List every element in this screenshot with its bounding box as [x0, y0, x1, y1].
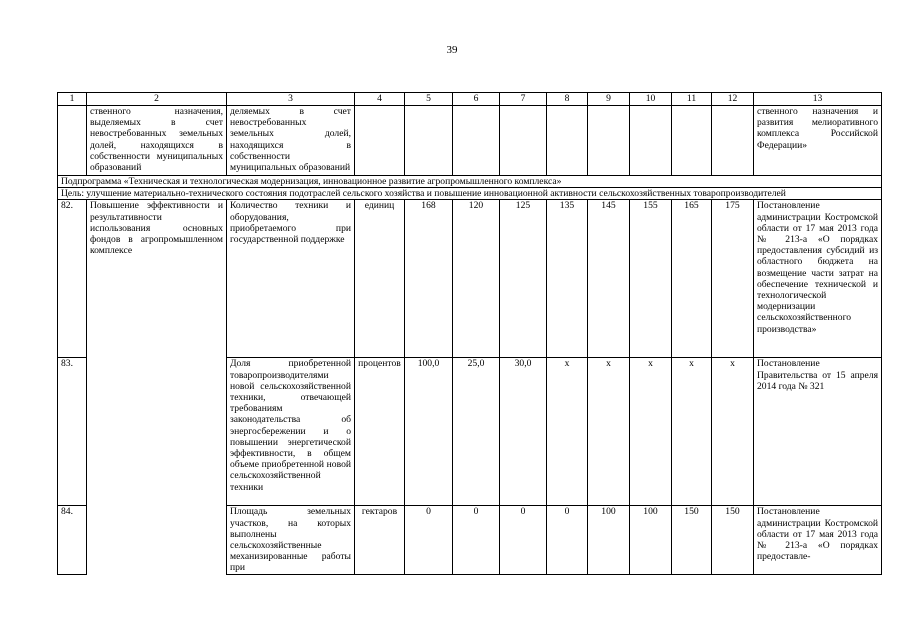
table-cell	[405, 106, 453, 176]
unit-cell: процентов	[355, 358, 405, 506]
row-number: 82.	[58, 200, 87, 358]
value-cell: 100	[630, 506, 672, 574]
continued-row	[58, 106, 882, 176]
value-cell: 120	[453, 200, 500, 358]
value-cell: x	[672, 358, 712, 506]
header-cell: 13	[754, 93, 882, 106]
value-cell: 145	[588, 200, 630, 358]
basis-cell: Постановление администрации Костромской области от 17 мая 2013 года № 213-а «О порядках предоставле-	[754, 506, 882, 574]
value-cell: 168	[405, 200, 453, 358]
basis-cell: Постановление администрации Костромской области от 17 мая 2013 года № 213-а «О порядках предоставления субсидий из областного бюджета на возмещение части затрат на обеспечение технической и технологической модернизации сельскохозяйственного производства»	[754, 200, 882, 358]
basis-cell: ственного назначения и развития мелиоративного комплекса Российской Федерации»	[754, 106, 882, 176]
header-cell: 6	[453, 93, 500, 106]
value-cell: 150	[712, 506, 754, 574]
value-cell: 150	[672, 506, 712, 574]
value-cell: 125	[500, 200, 547, 358]
table-cell	[453, 106, 500, 176]
table-row	[58, 200, 882, 358]
indicator-cell: Доля приобретенной товаропроизводителями новой сельскохозяйственной техники, отвечающей требованиям законодательства об энергосбережении и о повышении энергетической эффективности, в общем объеме приобретенной новой сельскохозяйственной техники	[227, 358, 355, 506]
value-cell: 0	[453, 506, 500, 574]
table-cell	[58, 106, 87, 176]
unit-cell: единиц	[355, 200, 405, 358]
value-cell: x	[712, 358, 754, 506]
table-cell	[712, 106, 754, 176]
table-cell	[630, 106, 672, 176]
header-cell: 8	[547, 93, 588, 106]
header-cell: 9	[588, 93, 630, 106]
value-cell: 100	[588, 506, 630, 574]
goal-title: Цель: улучшение материально-технического состояния подотраслей сельского хозяйства и повышение инновационной активности сельскохозяйственных товаропроизводителей	[58, 188, 882, 200]
value-cell: 0	[547, 506, 588, 574]
unit-cell: гектаров	[355, 506, 405, 574]
table-cell	[588, 106, 630, 176]
goal-row	[58, 188, 882, 200]
value-cell: 25,0	[453, 358, 500, 506]
indicator-cell: деляемых в счет невостребованных земельных долей, находящихся в собственности муниципальных образований	[227, 106, 355, 176]
row-number: 83.	[58, 358, 87, 506]
value-cell: 165	[672, 200, 712, 358]
value-cell: 0	[500, 506, 547, 574]
value-cell: 135	[547, 200, 588, 358]
value-cell: 30,0	[500, 358, 547, 506]
header-cell: 1	[58, 93, 87, 106]
header-cell: 11	[672, 93, 712, 106]
header-cell: 3	[227, 93, 355, 106]
value-cell: 0	[405, 506, 453, 574]
indicator-cell: Площадь земельных участков, на которых выполнены сельскохозяйственные механизированные работы при	[227, 506, 355, 574]
value-cell: 175	[712, 200, 754, 358]
header-cell: 7	[500, 93, 547, 106]
indicators-table	[57, 92, 882, 575]
task-cell: ственного назначения, выделяемых в счет невостребованных земельных долей, находящихся в собственности муниципальных образований	[87, 106, 227, 176]
header-cell: 4	[355, 93, 405, 106]
task-cell: Повышение эффективности и результативности использования основных фондов в агропромышленном комплексе	[87, 200, 227, 574]
basis-cell: Постановление Правительства от 15 апреля 2014 года № 321	[754, 358, 882, 506]
header-row	[58, 93, 882, 106]
table-cell	[355, 106, 405, 176]
table-cell	[500, 106, 547, 176]
header-cell: 2	[87, 93, 227, 106]
subprogram-title: Подпрограмма «Техническая и технологическая модернизация, инновационное развитие агропромышленного комплекса»	[58, 176, 882, 188]
header-cell: 12	[712, 93, 754, 106]
header-cell: 10	[630, 93, 672, 106]
value-cell: x	[547, 358, 588, 506]
table-cell	[672, 106, 712, 176]
table-cell	[547, 106, 588, 176]
value-cell: x	[630, 358, 672, 506]
indicator-cell: Количество техники и оборудования, приобретаемого при государственной поддержке	[227, 200, 355, 358]
row-number: 84.	[58, 506, 87, 574]
subprogram-row	[58, 176, 882, 188]
page-number: 39	[446, 44, 458, 56]
value-cell: x	[588, 358, 630, 506]
header-cell: 5	[405, 93, 453, 106]
value-cell: 155	[630, 200, 672, 358]
value-cell: 100,0	[405, 358, 453, 506]
